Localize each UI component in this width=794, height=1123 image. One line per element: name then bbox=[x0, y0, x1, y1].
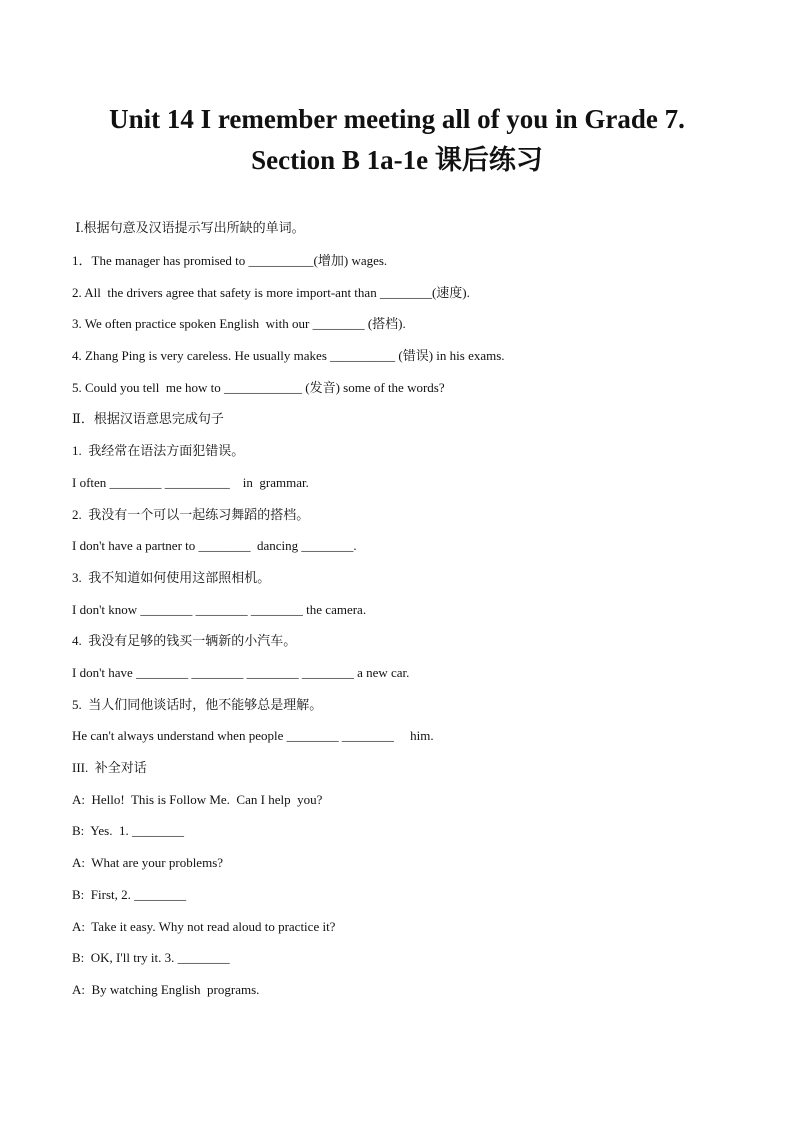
question-2-2-chinese: 2. 我没有一个可以一起练习舞蹈的搭档。 bbox=[72, 507, 310, 522]
question-2-2-english: I don't have a partner to ________ dancing ________. bbox=[72, 538, 357, 553]
section-2-heading: Ⅱ．根据汉语意思完成句子 bbox=[72, 411, 224, 426]
dialogue-line-5: A: Take it easy. Why not read aloud to practice it? bbox=[72, 919, 336, 934]
dialogue-line-7: A: By watching English programs. bbox=[72, 982, 260, 997]
dialogue-line-3: A: What are your problems? bbox=[72, 855, 224, 870]
question-1-4: 4. Zhang Ping is very careless. He usually makes __________ (错误) in his exams. bbox=[72, 348, 505, 363]
section-3-heading: III. 补全对话 bbox=[72, 760, 147, 775]
dialogue-line-2: B: Yes. 1. ________ bbox=[72, 823, 184, 838]
question-1-1: 1．The manager has promised to __________(增加) wages. bbox=[72, 253, 388, 268]
question-1-5: 5. Could you tell me how to ____________ (发音) some of the words? bbox=[72, 380, 445, 395]
page-subtitle: Section B 1a-1e 课后练习 bbox=[251, 145, 543, 175]
question-2-5-chinese: 5. 当人们同他谈话时，他不能够总是理解。 bbox=[72, 697, 323, 712]
question-1-3: 3. We often practice spoken English with our ________ (搭档). bbox=[72, 316, 406, 331]
question-1-2: 2. All the drivers agree that safety is more import-ant than ________(速度). bbox=[72, 285, 470, 300]
question-2-4-chinese: 4. 我没有足够的钱买一辆新的小汽车。 bbox=[72, 633, 297, 648]
dialogue-line-1: A: Hello! This is Follow Me. Can I help you? bbox=[72, 792, 323, 807]
question-2-3-chinese: 3. 我不知道如何使用这部照相机。 bbox=[72, 570, 271, 585]
question-2-5-english: He can't always understand when people ________ ________ him. bbox=[72, 728, 434, 743]
dialogue-line-6: B: OK, I'll try it. 3. ________ bbox=[72, 950, 230, 965]
question-2-3-english: I don't know ________ ________ ________ the camera. bbox=[72, 602, 367, 617]
question-2-1-chinese: 1. 我经常在语法方面犯错误。 bbox=[72, 443, 245, 458]
question-2-4-english: I don't have ________ ________ ________ ________ a new car. bbox=[72, 665, 410, 680]
section-1-heading: Ⅰ.根据句意及汉语提示写出所缺的单词。 bbox=[72, 220, 305, 235]
dialogue-line-4: B: First, 2. ________ bbox=[72, 887, 187, 902]
question-2-1-english: I often ________ __________ in grammar. bbox=[72, 475, 309, 490]
page-title: Unit 14 I remember meeting all of you in Grade 7. bbox=[109, 104, 685, 134]
